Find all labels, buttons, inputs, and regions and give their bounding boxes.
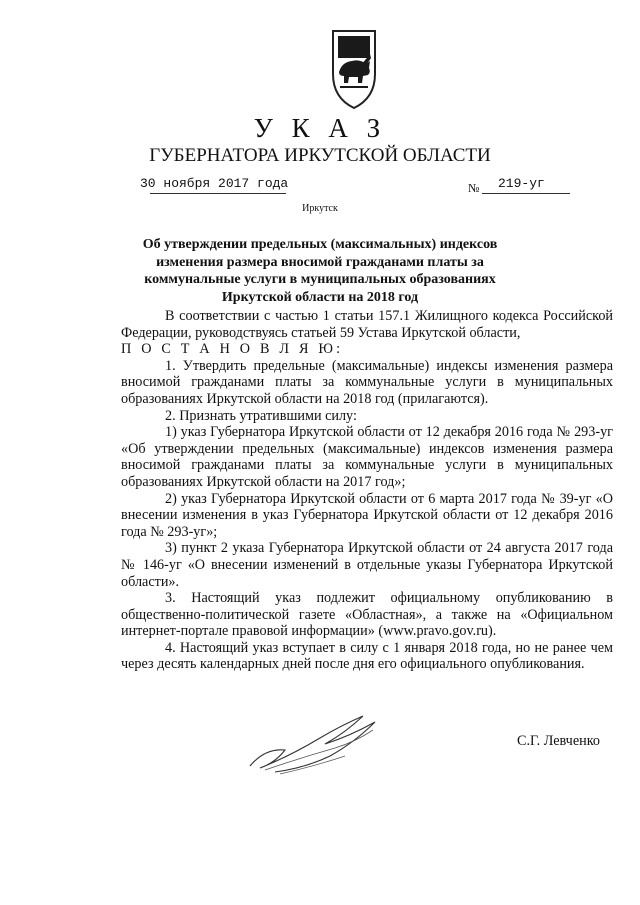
- item-2-2-paragraph: 2) указ Губернатора Иркутской области от 6 марта 2017 года № 39-уг «О внесении изменения в указ Губернатора Иркутской области от 12 декабря 2016 года № 293-уг»;: [121, 490, 613, 540]
- item-2-1-paragraph: 1) указ Губернатора Иркутской области от 12 декабря 2016 года № 293-уг «Об утверждении предельных (максимальные) индексов изменения размера вносимой гражданами платы за коммунальные услуги в муниципальных образованиях Иркутской области на 2017 год»;: [121, 424, 613, 490]
- item-1-paragraph: 1. Утвердить предельные (максимальные) индексы изменения размера вносимой гражданами платы за коммунальные услуги в муниципальных образованиях Иркутской области на 2018 год (прилагаются).: [121, 357, 613, 407]
- date-underline: [150, 193, 286, 194]
- item-2-3-paragraph: 3) пункт 2 указа Губернатора Иркутской области от 24 августа 2017 года № 146-уг «О внесении изменений в отдельные указы Губернатора Иркутской области».: [121, 540, 613, 590]
- preamble-paragraph: В соответствии с частью 1 статьи 157.1 Жилищного кодекса Российской Федерации, руководствуясь статьей 59 Устава Иркутской области,: [121, 308, 613, 341]
- item-3-paragraph: 3. Настоящий указ подлежит официальному опубликованию в общественно-политической газете «Областная», а также на «Официальном интернет-портале правовой информации» (www.pravo.gov.ru).: [121, 590, 613, 640]
- place-of-issue: Иркутск: [302, 203, 338, 214]
- decree-body: [121, 308, 613, 673]
- decree-heading: Об утверждении предельных (максимальных) индексов изменения размера вносимой гражданами платы за коммунальные услуги в муниципальных образованиях Иркутской области на 2018 год: [142, 237, 498, 305]
- decree-date: 30 ноября 2017 года: [140, 176, 289, 191]
- item-4-paragraph: 4. Настоящий указ вступает в силу с 1 января 2018 года, но не ранее чем через десять календарных дней после дня его официального опубликования.: [121, 639, 613, 673]
- decree-number: 219-уг: [498, 176, 545, 191]
- item-2-paragraph: 2. Признать утратившими силу:: [165, 407, 357, 424]
- issuer-title: ГУБЕРНАТОРА ИРКУТСКОЙ ОБЛАСТИ: [149, 145, 491, 166]
- coat-of-arms-icon: [330, 28, 378, 112]
- signature-icon: [245, 708, 385, 778]
- number-sign: №: [468, 181, 480, 195]
- signer-name: С.Г. Левченко: [517, 733, 600, 749]
- decree-statement: П О С Т А Н О В Л Я Ю:: [121, 341, 344, 358]
- number-underline: [482, 193, 570, 194]
- document-title: У К А З: [253, 113, 387, 143]
